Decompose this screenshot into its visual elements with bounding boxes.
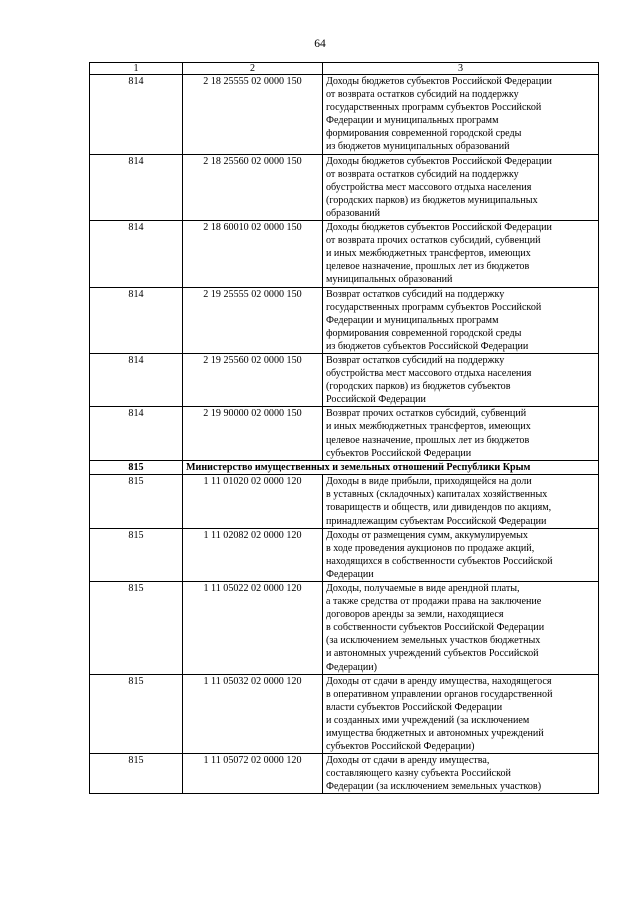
budget-code-cell: 2 18 25555 02 0000 150 [183,75,323,155]
description-line: Доходы от сдачи в аренду имущества, находящегося [326,675,552,687]
description-line: Российской Федерации [326,394,426,406]
budget-code-cell: 1 11 05072 02 0000 120 [183,754,323,794]
description-line: и автономных учреждений субъектов Российской [326,648,539,660]
table-row [90,754,599,794]
description-line: власти субъектов Российской Федерации [326,701,503,713]
budget-code-cell: 2 19 90000 02 0000 150 [183,407,323,460]
description-line: государственных программ субъектов Российской [326,301,542,313]
description-line: субъектов Российской Федерации) [326,741,475,753]
table-row [90,581,599,674]
description-line: Доходы бюджетов субъектов Российской Федерации [326,155,552,167]
description-line: товариществ и обществ, или дивидендов по акциям, [326,502,552,514]
budget-code-cell: 1 11 01020 02 0000 120 [183,475,323,528]
description-cell [323,528,599,581]
column-header-2: 2 [183,63,323,75]
description-line: целевое назначение, прошлых лет из бюджетов [326,261,530,273]
section-row [90,460,599,475]
description-line: от возврата остатков субсидий на поддержку [326,89,519,101]
budget-code-cell: 2 18 60010 02 0000 150 [183,221,323,287]
description-line: (за исключением земельных участков бюджетных [326,635,541,647]
admin-code-cell: 815 [90,674,183,754]
description-cell [323,581,599,674]
description-cell [323,407,599,460]
admin-code-cell: 815 [90,475,183,528]
description-line: в ходе проведения аукционов по продаже акций, [326,542,535,554]
description-cell [323,154,599,220]
description-line: находящихся в собственности субъектов Российской [326,555,553,567]
admin-code-cell: 814 [90,353,183,406]
table-row [90,75,599,155]
description-line: Доходы от сдачи в аренду имущества, [326,755,490,767]
description-line: в собственности субъектов Российской Федерации [326,622,545,634]
description-line: Федерации и муниципальных программ [326,314,499,326]
table-row [90,674,599,754]
description-line: (городских парков) из бюджетов муниципальных [326,194,538,206]
description-line: Доходы, получаемые в виде арендной платы, [326,582,520,594]
description-line: Возврат остатков субсидий на поддержку [326,288,505,300]
table-row [90,475,599,528]
table-row [90,528,599,581]
description-line: государственных программ субъектов Российской [326,102,542,114]
table-row [90,221,599,287]
description-cell [323,287,599,353]
description-line: Возврат прочих остатков субсидий, субвенций [326,408,527,420]
description-line: Возврат остатков субсидий на поддержку [326,354,505,366]
description-line: в оперативном управлении органов государственной [326,688,553,700]
description-line: Доходы в виде прибыли, приходящейся на доли [326,476,532,488]
description-line: Федерации) [326,661,378,673]
section-title: Министерство имущественных и земельных отношений Республики Крым [183,460,599,475]
description-line: формирования современной городской среды [326,327,522,339]
budget-code-cell: 2 19 25555 02 0000 150 [183,287,323,353]
description-line: от возврата остатков субсидий на поддержку [326,168,519,180]
page-number: 64 [314,38,326,50]
description-line: из бюджетов субъектов Российской Федерации [326,340,529,352]
budget-code-cell: 1 11 05022 02 0000 120 [183,581,323,674]
description-line: целевое назначение, прошлых лет из бюджетов [326,434,530,446]
admin-code-cell: 815 [90,581,183,674]
admin-code-cell: 814 [90,75,183,155]
description-line: Доходы от размещения сумм, аккумулируемых [326,529,528,541]
description-line: обустройства мест массового отдыха населения [326,368,532,380]
description-line: образований [326,207,381,219]
table-row [90,353,599,406]
table-row [90,154,599,220]
description-cell [323,75,599,155]
admin-code-cell: 814 [90,221,183,287]
table-row [90,287,599,353]
description-line: (городских парков) из бюджетов субъектов [326,381,511,393]
description-line: принадлежащим субъектам Российской Федерации [326,515,547,527]
description-line: и созданных ими учреждений (за исключением [326,714,530,726]
admin-code-cell: 815 [90,528,183,581]
description-line: Доходы бюджетов субъектов Российской Федерации [326,222,552,234]
description-line: от возврата прочих остатков субсидий, субвенций [326,235,541,247]
description-line: формирования современной городской среды [326,128,522,140]
description-line: Федерации [326,568,374,580]
description-cell [323,353,599,406]
description-line: и иных межбюджетных трансфертов, имеющих [326,421,531,433]
description-cell [323,754,599,794]
description-line: и иных межбюджетных трансфертов, имеющих [326,248,531,260]
budget-code-cell: 2 18 25560 02 0000 150 [183,154,323,220]
budget-code-cell: 2 19 25560 02 0000 150 [183,353,323,406]
description-line: Федерации и муниципальных программ [326,115,499,127]
admin-code-cell: 814 [90,154,183,220]
description-line: обустройства мест массового отдыха населения [326,181,532,193]
description-line: в уставных (складочных) капиталах хозяйственных [326,489,548,501]
budget-code-cell: 1 11 05032 02 0000 120 [183,674,323,754]
description-line: из бюджетов муниципальных образований [326,141,510,153]
description-line: договоров аренды за земли, находящиеся [326,609,504,621]
admin-code-cell: 815 [90,754,183,794]
description-line: а также средства от продажи права на заключение [326,596,542,608]
admin-code-cell: 814 [90,287,183,353]
description-cell [323,674,599,754]
description-cell [323,221,599,287]
description-cell [323,475,599,528]
description-line: муниципальных образований [326,274,453,286]
table-header-row [90,63,599,75]
description-line: субъектов Российской Федерации [326,447,472,459]
budget-codes-table [89,62,599,794]
description-line: составляющего казну субъекта Российской [326,768,511,780]
admin-code-cell: 815 [90,460,183,475]
table-row [90,407,599,460]
description-line: имущества бюджетных и автономных учреждений [326,728,544,739]
description-line: Федерации (за исключением земельных участков) [326,781,542,793]
description-line: Доходы бюджетов субъектов Российской Федерации [326,76,552,87]
budget-code-cell: 1 11 02082 02 0000 120 [183,528,323,581]
column-header-1: 1 [90,63,183,75]
admin-code-cell: 814 [90,407,183,460]
column-header-3: 3 [323,63,599,75]
